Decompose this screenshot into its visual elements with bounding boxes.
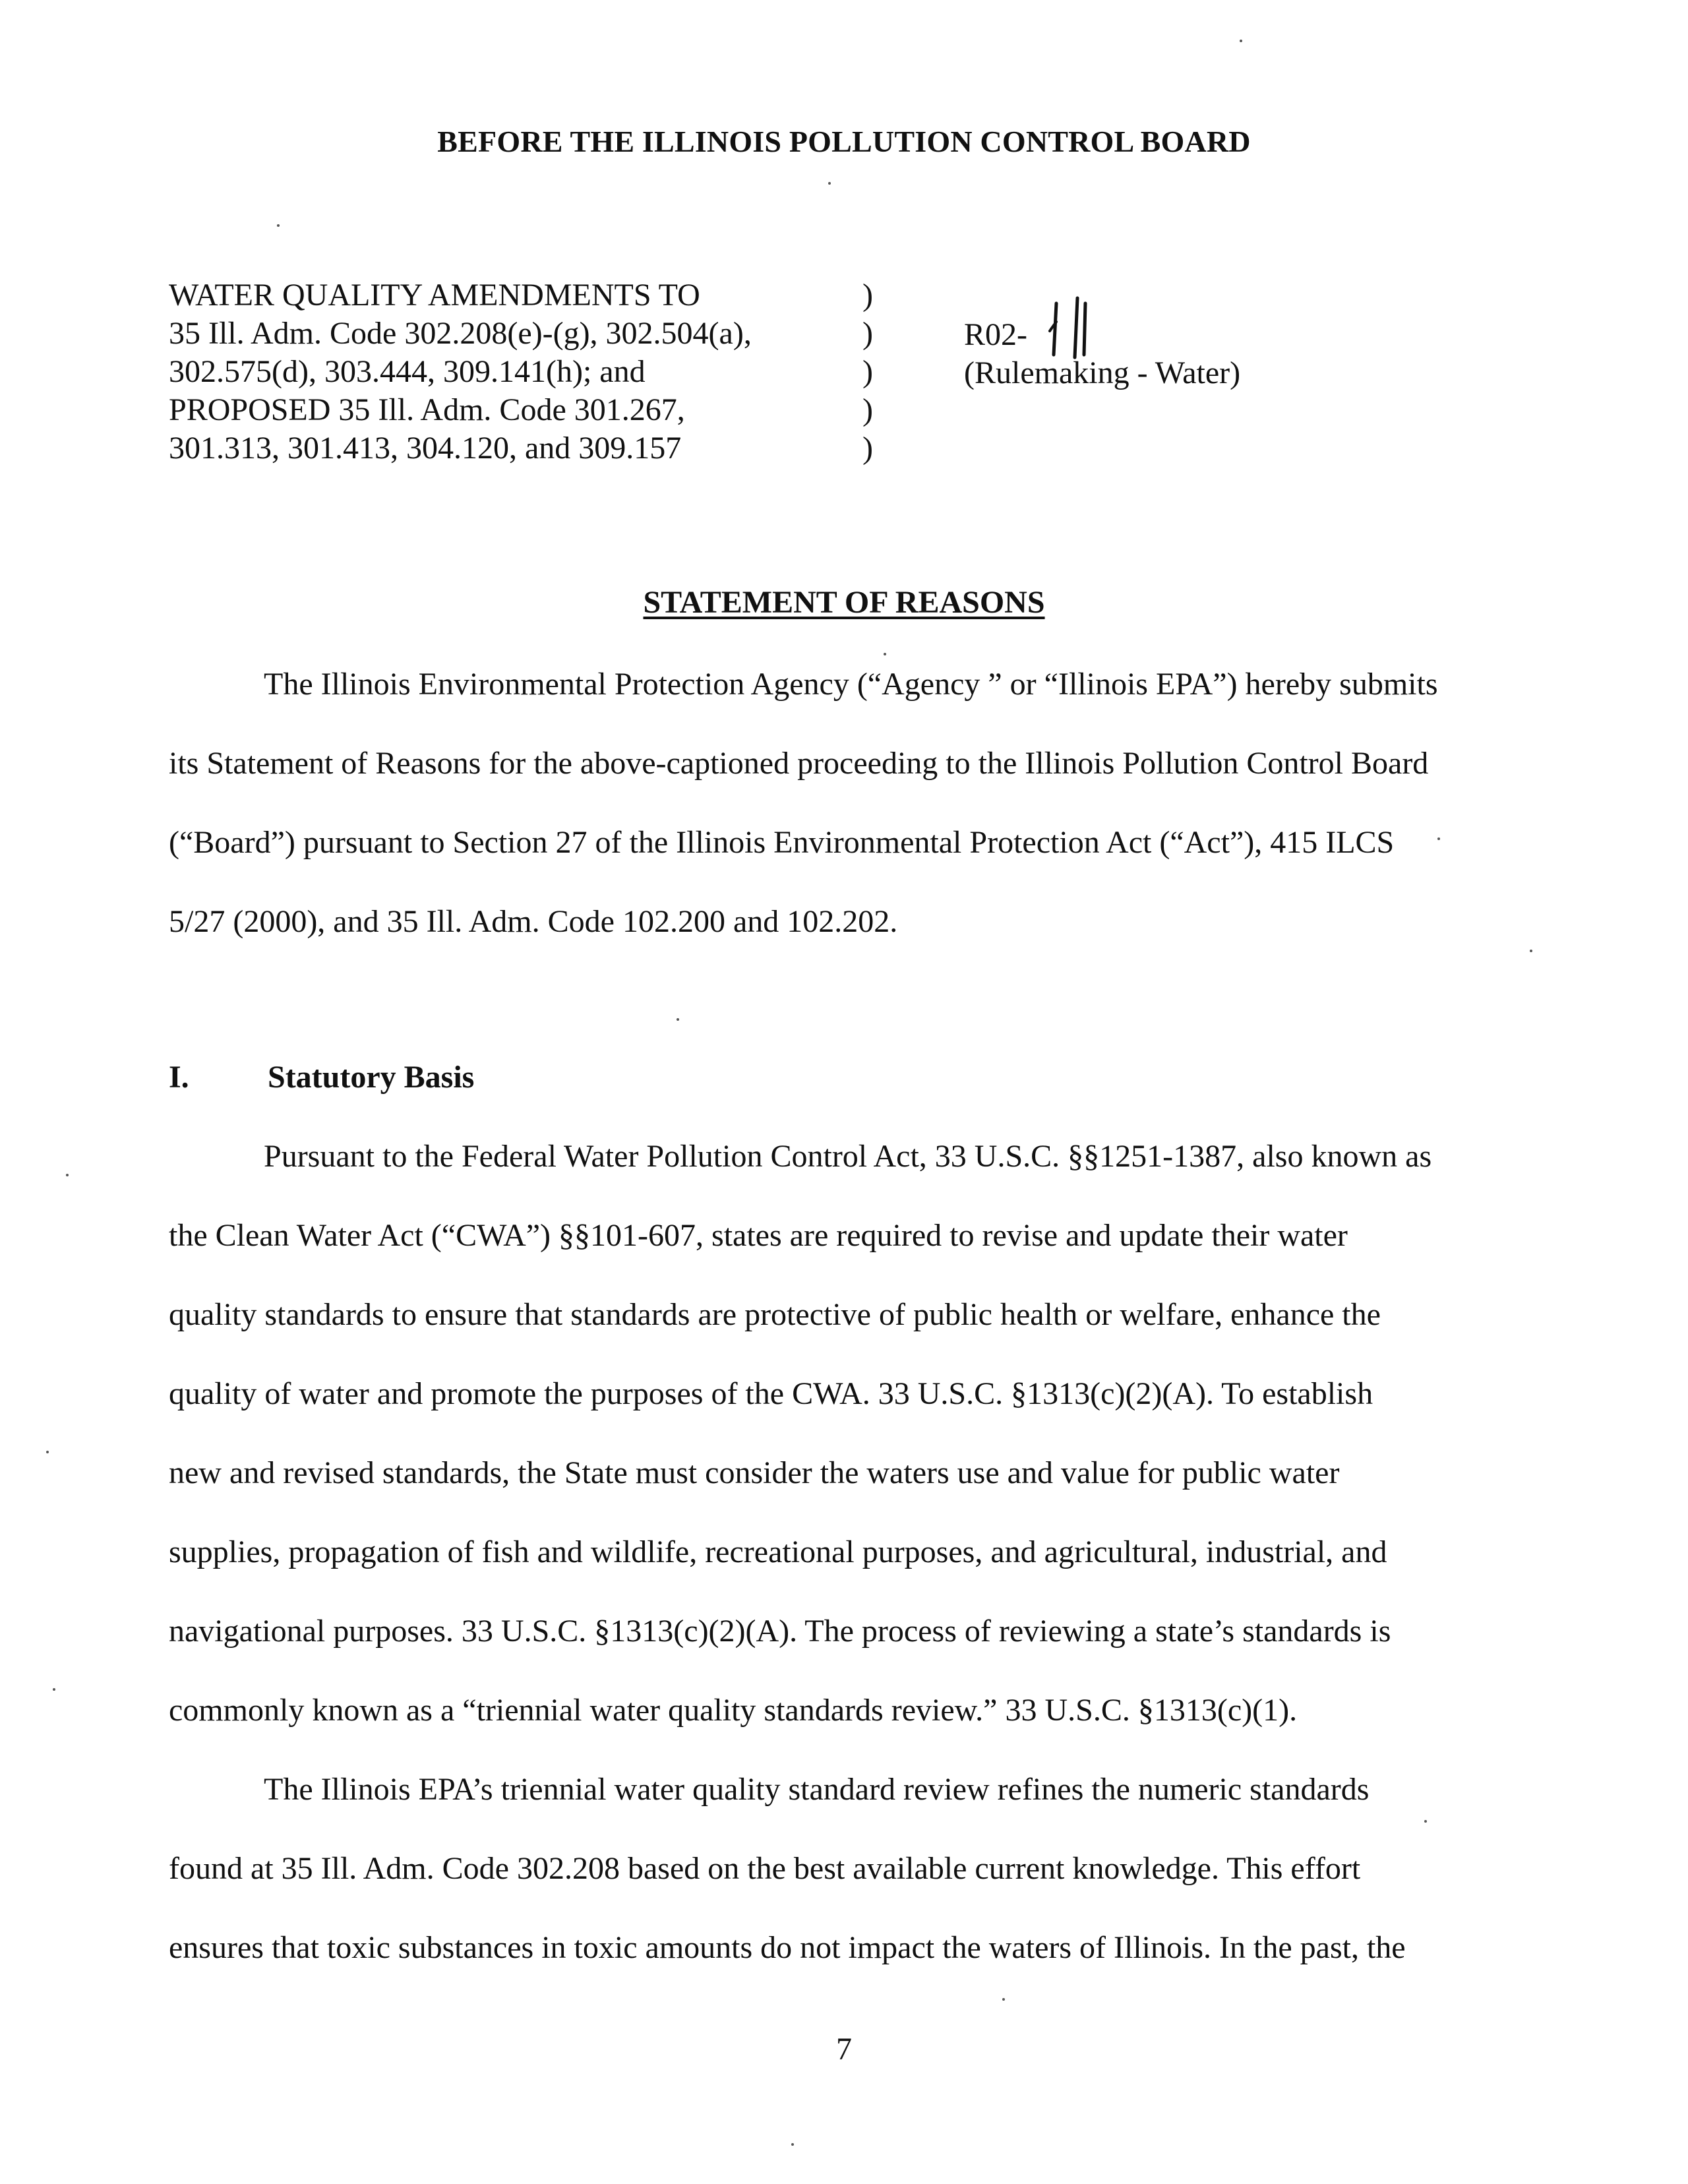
text-line: (“Board”) pursuant to Section 27 of the Illinois Environmental Protection Act (“Act”), 415 ILCS: [169, 825, 1395, 860]
caption-line: WATER QUALITY AMENDMENTS TO: [169, 278, 700, 313]
text-line: supplies, propagation of fish and wildlife, recreational purposes, and agricultural, industrial, and: [169, 1534, 1387, 1569]
text-line: The Illinois EPA’s triennial water quality standard review refines the numeric standards: [264, 1772, 1370, 1807]
caption-paren: ): [862, 354, 873, 389]
text-line: quality standards to ensure that standards are protective of public health or welfare, enhance the: [169, 1297, 1381, 1332]
scan-speck: [46, 1451, 49, 1453]
docket-prefix: R02-: [964, 317, 1027, 352]
caption-paren: ): [862, 278, 873, 313]
scan-speck: [53, 1688, 55, 1691]
caption-line: PROPOSED 35 Ill. Adm. Code 301.267,: [169, 392, 685, 427]
page-number: 7: [836, 2032, 852, 2067]
statement-heading: STATEMENT OF REASONS: [643, 585, 1045, 620]
caption-paren: ): [862, 316, 873, 351]
caption-paren: ): [862, 431, 873, 466]
text-line: quality of water and promote the purposes of the CWA. 33 U.S.C. §1313(c)(2)(A). To establish: [169, 1376, 1373, 1411]
scan-speck: [1002, 1998, 1005, 2001]
scan-speck: [66, 1174, 69, 1176]
caption-line: 301.313, 301.413, 304.120, and 309.157: [169, 431, 682, 466]
section-title: Statutory Basis: [268, 1060, 475, 1095]
text-line: 5/27 (2000), and 35 Ill. Adm. Code 102.200 and 102.202.: [169, 904, 898, 939]
scan-speck: [1437, 837, 1440, 840]
scan-speck: [277, 224, 280, 227]
scan-speck: [677, 1018, 679, 1021]
text-line: Pursuant to the Federal Water Pollution Control Act, 33 U.S.C. §§1251-1387, also known as: [264, 1139, 1432, 1174]
text-line: new and revised standards, the State must consider the waters use and value for public water: [169, 1455, 1340, 1490]
text-line: found at 35 Ill. Adm. Code 302.208 based on the best available current knowledge. This effort: [169, 1851, 1361, 1886]
board-title: BEFORE THE ILLINOIS POLLUTION CONTROL BOARD: [437, 125, 1251, 158]
text-line: The Illinois Environmental Protection Agency (“Agency ” or “Illinois EPA”) hereby submits: [264, 667, 1438, 702]
scan-speck: [884, 653, 886, 655]
caption-paren: ): [862, 392, 873, 427]
section-number: I.: [169, 1060, 189, 1095]
docket-type: (Rulemaking - Water): [964, 355, 1241, 390]
handwritten-docket-number: [1047, 295, 1093, 361]
scan-speck: [1240, 40, 1242, 42]
scan-speck: [1530, 950, 1532, 952]
scan-speck: [828, 182, 831, 185]
text-line: navigational purposes. 33 U.S.C. §1313(c)(2)(A). The process of reviewing a state’s standards is: [169, 1614, 1391, 1649]
text-line: the Clean Water Act (“CWA”) §§101-607, states are required to revise and update their water: [169, 1218, 1348, 1253]
text-line: ensures that toxic substances in toxic amounts do not impact the waters of Illinois. In the past, the: [169, 1930, 1406, 1965]
scan-speck: [791, 2143, 794, 2146]
caption-line: 35 Ill. Adm. Code 302.208(e)-(g), 302.504(a),: [169, 316, 752, 351]
caption-line: 302.575(d), 303.444, 309.141(h); and: [169, 354, 646, 389]
text-line: its Statement of Reasons for the above-captioned proceeding to the Illinois Pollution Control Board: [169, 746, 1429, 781]
text-line: commonly known as a “triennial water quality standards review.” 33 U.S.C. §1313(c)(1).: [169, 1693, 1298, 1728]
scan-speck: [1424, 1820, 1427, 1823]
